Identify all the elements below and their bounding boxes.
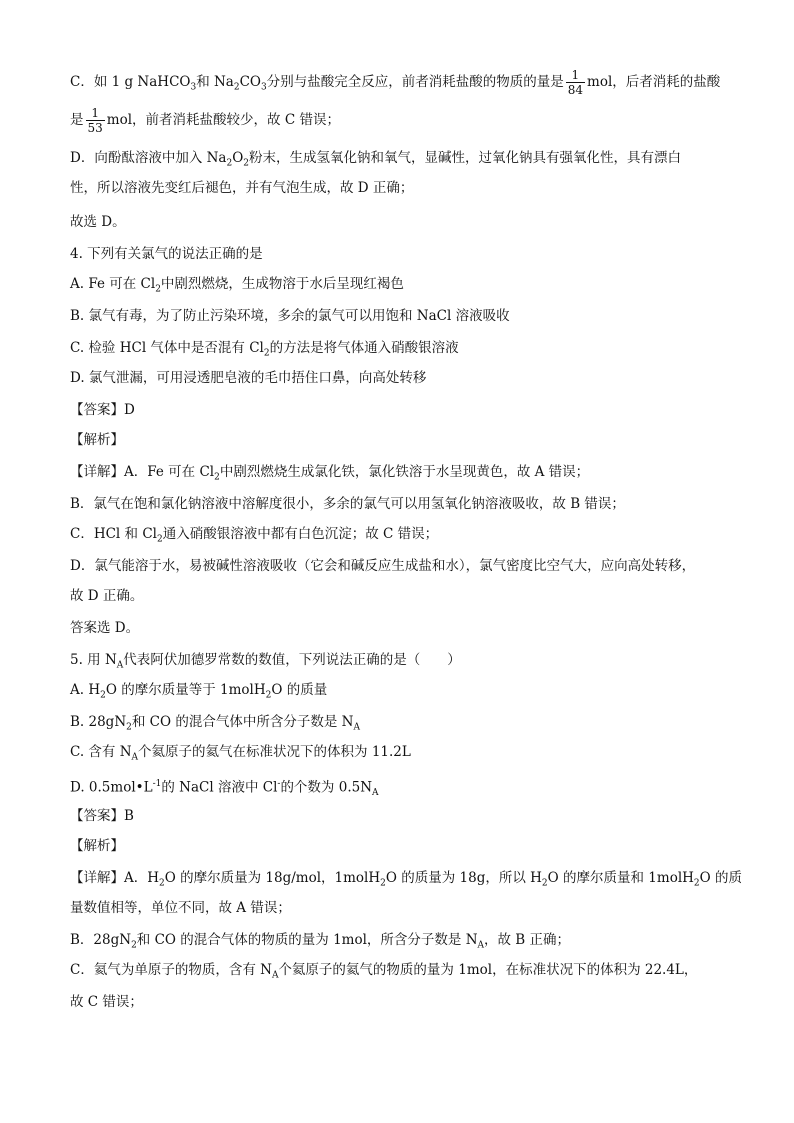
q4-option-a: A. Fe 可在 $Cl_2$中剧烈燃烧，生成物溶于水后呈现红褐色	[70, 276, 404, 295]
q5-explanation-a-line1: 【详解】A．$H_2O$ 的摩尔质量为 18g/mol，1molH$_2$O 的质量为 18g，所以 $H_2O$ 的摩尔质量和 1molH$_2$O 的质	[70, 870, 743, 889]
q5-option-d: D. $0.5mol•L^{-1}$的 NaCl 溶液中 Cl-的个数为 $0.5N_A$	[70, 779, 379, 799]
fraction: $\frac{1}{53}$	[87, 106, 103, 135]
q4-option-d: D. 氯气泄漏，可用浸透肥皂液的毛巾捂住口鼻，向高处转移	[70, 370, 427, 386]
q5-answer: 【答案】B	[70, 808, 134, 824]
q3-conclusion: 故选 D。	[70, 214, 126, 230]
q5-explanation-b: B．$28gN_2$和 CO 的混合气体的物质的量为 1mol，所含分子数是 $N_A$，故 B 正确；	[70, 932, 571, 951]
q4-conclusion: 答案选 D。	[70, 620, 140, 636]
q4-option-c: C. 检验 HCl 气体中是否混有 $Cl_2$的方法是将气体通入硝酸银溶液	[70, 340, 459, 359]
q4-option-b: B. 氯气有毒，为了防止污染环境，多余的氯气可以用饱和 NaCl 溶液吸收	[70, 308, 510, 324]
q4-explanation-b: B．氯气在饱和氯化钠溶液中溶解度很小，多余的氯气可以用氢氧化钠溶液吸收，故 B 错误；	[70, 496, 625, 512]
q3-option-c-line2: 是 $\frac{1}{53}$ mol，前者消耗盐酸较少，故 C 错误；	[70, 106, 340, 135]
q4-answer: 【答案】D	[70, 402, 135, 418]
q5-option-a: A. $H_2O$ 的摩尔质量等于 1molH$_2$O 的质量	[70, 682, 328, 701]
q4-analysis-heading: 【解析】	[70, 432, 124, 448]
q5-explanation-a-line2: 量数值相等，单位不同，故 A 错误；	[70, 900, 291, 916]
q3-option-d-line1: D．向酚酞溶液中加入 $Na_2O_2$粉末，生成氢氧化钠和氧气，显碱性，过氧化钠具有强氧化性，具有漂白	[70, 150, 682, 169]
q3-option-d-line2: 性，所以溶液先变红后褪色，并有气泡生成，故 D 正确；	[70, 180, 414, 196]
q4-explanation-d-line2: 故 D 正确。	[70, 588, 144, 604]
question-5: 5. 用 $N_A$代表阿伏加德罗常数的数值，下列说法正确的是（ ）	[70, 652, 461, 671]
q5-explanation-c-line1: C．氦气为单原子的物质，含有 $N_A$个氦原子的氦气的物质的量为 1mol，在标准状况下的体积为 22.4L，	[70, 962, 698, 981]
q5-option-b: B. $28gN_2$和 CO 的混合气体中所含分子数是 $N_A$	[70, 714, 360, 733]
question-4: 4. 下列有关氯气的说法正确的是	[70, 246, 263, 262]
q4-explanation-a: 【详解】A．Fe 可在 $Cl_2$中剧烈燃烧生成氯化铁，氯化铁溶于水呈现黄色，故 A 错误；	[70, 464, 590, 483]
q4-explanation-d-line1: D．氯气能溶于水，易被碱性溶液吸收（它会和碱反应生成盐和水），氯气密度比空气大，应向高处转移，	[70, 558, 696, 574]
q5-analysis-heading: 【解析】	[70, 838, 124, 854]
q4-explanation-c: C．HCl 和 $Cl_2$通入硝酸银溶液中都有白色沉淀；故 C 错误；	[70, 526, 439, 545]
q3-option-c-line1: C．如 1 g NaHCO$_3$和 $Na_2CO_3$分别与盐酸完全反应，前者消耗盐酸的物质的量是 $\frac{1}{84}$ mol，后者消耗的盐酸	[70, 68, 721, 97]
q5-explanation-c-line2: 故 C 错误；	[70, 994, 143, 1010]
fraction: $\frac{1}{84}$	[567, 68, 584, 97]
q5-option-c: C. 含有 $N_A$个氦原子的氦气在标准状况下的体积为 11.2L	[70, 744, 411, 763]
